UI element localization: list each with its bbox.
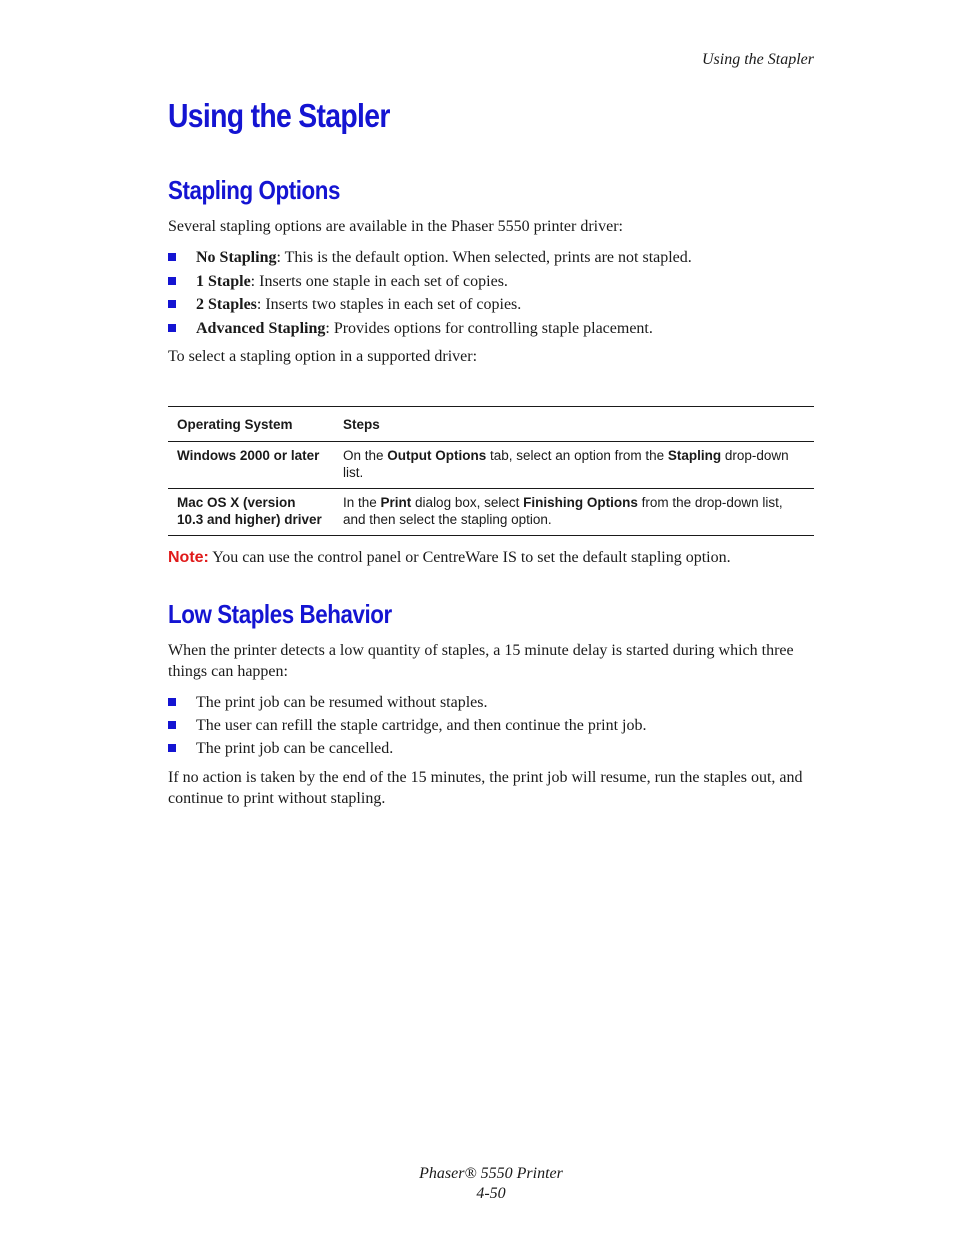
list-item-text: The print job can be resumed without staples.: [196, 694, 488, 711]
table-header-row: [168, 407, 814, 442]
square-bullet-icon: [168, 721, 176, 729]
stapling-options-intro: Several stapling options are available in the Phaser 5550 printer driver:: [168, 218, 623, 235]
select-option-intro: To select a stapling option in a supported driver:: [168, 348, 478, 365]
page-number: 4-50: [476, 1185, 506, 1202]
option-desc: : This is the default option. When selected, prints are not stapled.: [276, 249, 692, 266]
ui-term: Stapling: [667, 448, 722, 463]
low-staples-outro: If no action is taken by the end of the 15 minutes, the print job will resume, run the staples out, and continue to print without stapling.: [168, 769, 803, 807]
column-header-steps: Steps: [334, 407, 814, 442]
note: [168, 549, 731, 567]
list-item: [168, 692, 814, 715]
steps-text: tab, select an option from the: [486, 448, 668, 463]
list-item: [168, 271, 814, 295]
page-title: Using the Stapler: [168, 97, 390, 134]
os-steps-table: [168, 406, 814, 536]
option-term: 2 Staples: [196, 296, 257, 313]
os-cell: Mac OS X (version 10.3 and higher) driver: [168, 489, 334, 536]
option-term: No Stapling: [196, 249, 277, 266]
section-heading-stapling-options: Stapling Options: [168, 175, 340, 205]
list-item: [168, 318, 814, 342]
note-text: You can use the control panel or CentreWare IS to set the default stapling option.: [208, 549, 731, 566]
list-item: [168, 738, 814, 761]
running-header: Using the Stapler: [702, 51, 814, 68]
option-desc: : Inserts two staples in each set of copies.: [256, 296, 522, 313]
table-row: [168, 442, 814, 489]
steps-text: drop-down list.: [343, 448, 789, 480]
steps-cell: [334, 442, 814, 489]
page-footer: [0, 1164, 954, 1204]
list-item: [168, 247, 814, 271]
low-staples-list: [168, 692, 814, 761]
option-desc: : Inserts one staple in each set of copies.: [250, 272, 508, 290]
column-header-os: Operating System: [168, 407, 334, 442]
steps-cell: [334, 489, 814, 536]
square-bullet-icon: [168, 277, 176, 285]
steps-text: In the: [343, 495, 381, 510]
list-item-text: The print job can be cancelled.: [196, 740, 394, 757]
list-item: [168, 294, 814, 318]
list-item-text: The user can refill the staple cartridge, and then continue the print job.: [196, 717, 647, 734]
option-term: 1 Staple: [196, 272, 251, 290]
option-desc: : Provides options for controlling staple placement.: [325, 319, 653, 337]
stapling-options-list: [168, 247, 814, 341]
section-heading-low-staples: Low Staples Behavior: [168, 599, 392, 629]
ui-term: Finishing Options: [523, 495, 638, 510]
list-item: [168, 715, 814, 738]
footer-product: Phaser® 5550 Printer: [419, 1165, 563, 1182]
ui-term: Print: [380, 495, 412, 510]
low-staples-intro: When the printer detects a low quantity of staples, a 15 minute delay is started during which three things can happen:: [168, 642, 794, 680]
option-term: Advanced Stapling: [196, 319, 326, 337]
ui-term: Output Options: [387, 448, 487, 463]
square-bullet-icon: [168, 698, 176, 706]
note-label: Note:: [168, 549, 209, 566]
steps-text: from the drop-down list, and then select the stapling option.: [343, 495, 783, 527]
square-bullet-icon: [168, 300, 176, 308]
steps-text: On the: [343, 448, 388, 463]
square-bullet-icon: [168, 324, 176, 332]
table-row: [168, 489, 814, 536]
square-bullet-icon: [168, 253, 176, 261]
steps-text: dialog box, select: [411, 495, 524, 510]
square-bullet-icon: [168, 744, 176, 752]
os-cell: Windows 2000 or later: [168, 442, 334, 489]
